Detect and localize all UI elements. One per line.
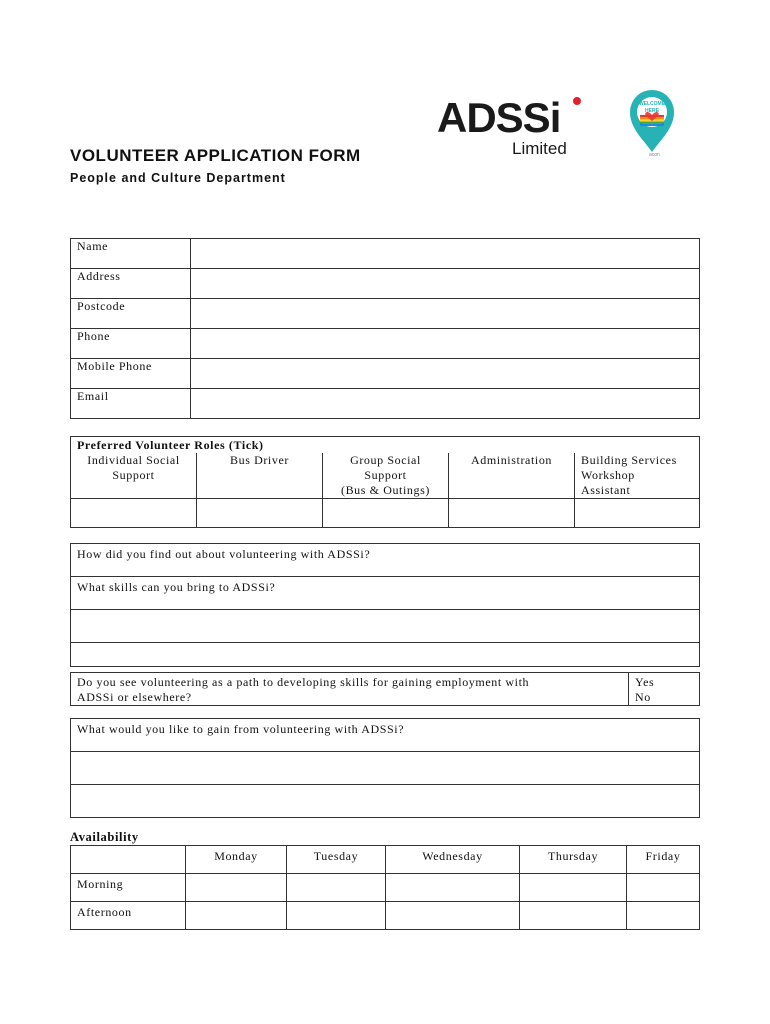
table-row <box>71 846 700 874</box>
day-friday: Friday <box>627 846 700 874</box>
day-wednesday: Wednesday <box>386 846 520 874</box>
role-line: Assistant <box>581 483 631 497</box>
table-row <box>71 719 700 752</box>
availability-cell[interactable] <box>186 874 287 902</box>
email-field[interactable] <box>191 389 700 419</box>
availability-cell[interactable] <box>186 902 287 930</box>
role-individual-social-support <box>71 453 197 499</box>
found-out-question[interactable]: How did you find out about volunteering with ADSSi? <box>71 544 700 577</box>
tick-building-services[interactable] <box>575 499 700 528</box>
availability-cell[interactable] <box>520 874 627 902</box>
employment-path-question <box>71 673 629 706</box>
adssi-logo-sub: Limited <box>512 139 567 158</box>
role-line: Administration <box>470 453 553 467</box>
tick-administration[interactable] <box>449 499 575 528</box>
role-administration <box>449 453 575 499</box>
empty-header-cell <box>71 846 186 874</box>
day-thursday: Thursday <box>520 846 627 874</box>
table-row <box>71 544 700 577</box>
logo-dot-icon <box>573 97 581 105</box>
table-row <box>71 499 700 528</box>
skills-answer-line[interactable] <box>71 610 700 643</box>
role-line: Bus Driver <box>230 453 289 467</box>
form-subtitle: People and Culture Department <box>70 171 286 185</box>
role-line: Group Social <box>350 453 421 467</box>
table-row <box>71 437 700 454</box>
table-row <box>71 329 700 359</box>
tick-bus-driver[interactable] <box>197 499 323 528</box>
tick-individual-social-support[interactable] <box>71 499 197 528</box>
employment-path-table <box>70 672 700 706</box>
availability-table <box>70 845 700 930</box>
postcode-label: Postcode <box>71 299 191 329</box>
table-row <box>71 673 700 706</box>
phone-field[interactable] <box>191 329 700 359</box>
table-row <box>71 389 700 419</box>
mobile-phone-label: Mobile Phone <box>71 359 191 389</box>
day-tuesday: Tuesday <box>287 846 386 874</box>
availability-cell[interactable] <box>627 874 700 902</box>
name-field[interactable] <box>191 239 700 269</box>
table-row <box>71 874 700 902</box>
day-monday: Monday <box>186 846 287 874</box>
table-row <box>71 610 700 643</box>
personal-details-table <box>70 238 700 419</box>
found-skills-table <box>70 543 700 667</box>
role-building-services <box>575 453 700 499</box>
availability-title: Availability <box>70 830 139 844</box>
role-group-social-support <box>323 453 449 499</box>
yes-no-options[interactable] <box>629 673 700 706</box>
gain-answer-line[interactable] <box>71 785 700 818</box>
roles-heading: Preferred Volunteer Roles (Tick) <box>71 437 700 454</box>
role-line: (Bus & Outings) <box>340 483 430 497</box>
no-option[interactable]: No <box>635 690 651 704</box>
table-row <box>71 643 700 667</box>
email-label: Email <box>71 389 191 419</box>
role-line: Support <box>112 468 155 482</box>
yes-option[interactable]: Yes <box>635 675 655 689</box>
gain-table <box>70 718 700 818</box>
question-line: Do you see volunteering as a path to developing skills for gaining employment with <box>77 675 530 689</box>
table-row <box>71 752 700 785</box>
badge-bottom-text: HERE <box>645 108 659 114</box>
badge-caption: acon <box>649 152 660 158</box>
badge-top-text: WELCOME <box>638 101 666 107</box>
availability-cell[interactable] <box>386 902 520 930</box>
role-line: Building Services <box>581 453 677 467</box>
availability-cell[interactable] <box>287 874 386 902</box>
table-row <box>71 359 700 389</box>
availability-cell[interactable] <box>520 902 627 930</box>
name-label: Name <box>71 239 191 269</box>
table-row <box>71 269 700 299</box>
tick-group-social-support[interactable] <box>323 499 449 528</box>
role-bus-driver <box>197 453 323 499</box>
mobile-phone-field[interactable] <box>191 359 700 389</box>
availability-cell[interactable] <box>627 902 700 930</box>
role-line: Individual Social <box>87 453 180 467</box>
adssi-logo: ADSSi <box>437 94 561 141</box>
skills-answer-line[interactable] <box>71 643 700 667</box>
gain-answer-line[interactable] <box>71 752 700 785</box>
postcode-field[interactable] <box>191 299 700 329</box>
address-label: Address <box>71 269 191 299</box>
table-row <box>71 453 700 499</box>
table-row <box>71 239 700 269</box>
address-field[interactable] <box>191 269 700 299</box>
table-row <box>71 299 700 329</box>
welcome-here-badge-icon <box>628 88 676 154</box>
slot-afternoon: Afternoon <box>71 902 186 930</box>
role-line: Support <box>364 468 407 482</box>
slot-morning: Morning <box>71 874 186 902</box>
form-title: VOLUNTEER APPLICATION FORM <box>70 146 361 165</box>
phone-label: Phone <box>71 329 191 359</box>
table-row <box>71 902 700 930</box>
availability-cell[interactable] <box>287 902 386 930</box>
volunteer-roles-table <box>70 436 700 528</box>
availability-cell[interactable] <box>386 874 520 902</box>
skills-question[interactable]: What skills can you bring to ADSSi? <box>71 577 700 610</box>
gain-question[interactable]: What would you like to gain from volunteering with ADSSi? <box>71 719 700 752</box>
question-line: ADSSi or elsewhere? <box>77 690 192 704</box>
role-line: Workshop <box>581 468 635 482</box>
table-row <box>71 577 700 610</box>
table-row <box>71 785 700 818</box>
